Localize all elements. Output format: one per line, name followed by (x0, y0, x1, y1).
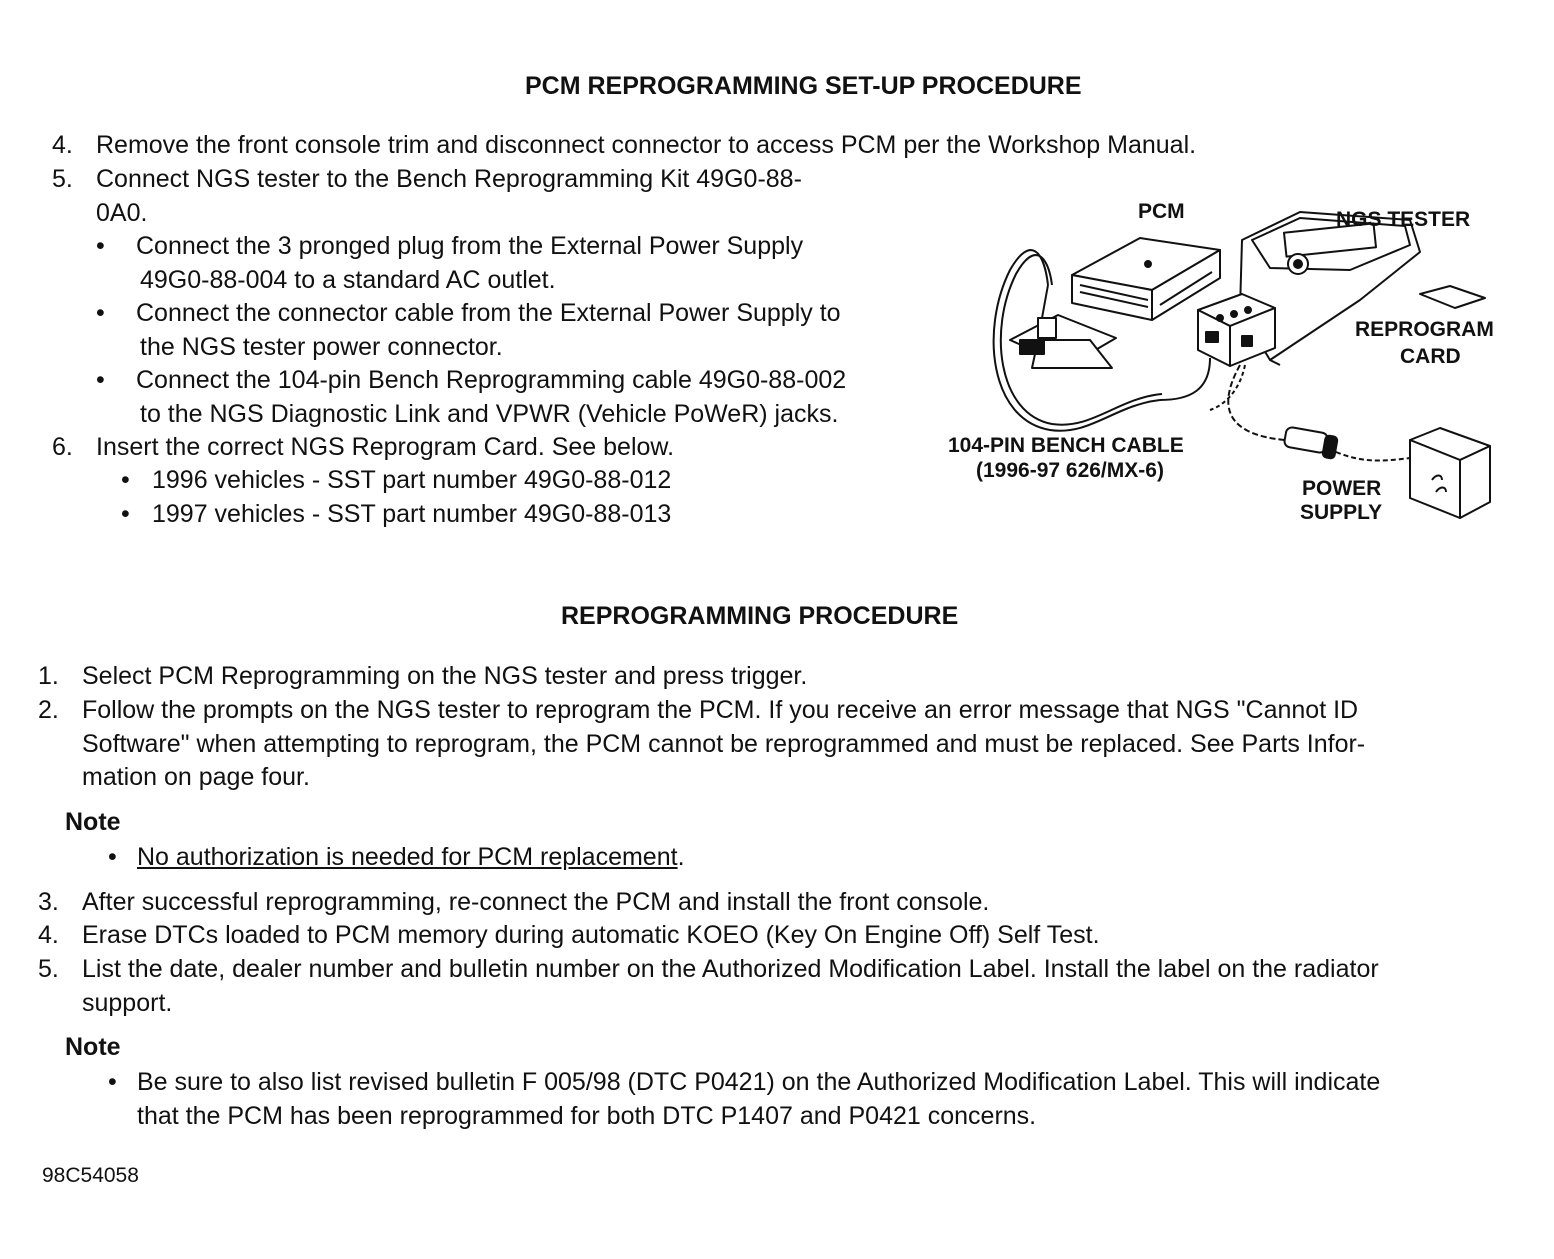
reprog-step-2-line3: mation on page four. (82, 763, 310, 791)
reprog-step-2-line2: Software" when attempting to reprogram, the PCM cannot be reprogrammed and must be replaced. See Parts Infor- (82, 730, 1366, 758)
reprog-step-5-number: 5. (38, 955, 59, 983)
power-plug-icon (1284, 427, 1338, 459)
setup-title: PCM REPROGRAMMING SET-UP PROCEDURE (525, 72, 1082, 100)
bench-cable-label-line1: 104-PIN BENCH CABLE (948, 434, 1184, 457)
reprog-step-1-number: 1. (38, 662, 59, 690)
note-1-period: . (677, 843, 685, 871)
step5-bullet-3-line1: Connect the 104-pin Bench Reprogramming cable 49G0-88-002 (136, 366, 847, 394)
reprog-step-4-number: 4. (38, 921, 59, 949)
setup-step-5-text-line2: 0A0. (96, 199, 148, 227)
reprog-step-2-line1: Follow the prompts on the NGS tester to reprogram the PCM. If you receive an error message that NGS "Cannot ID (82, 696, 1359, 724)
interface-pod-icon (1198, 294, 1275, 366)
bullet-icon: • (96, 299, 105, 327)
step6-bullet-2: 1997 vehicles - SST part number 49G0-88-013 (152, 500, 672, 528)
step5-bullet-2-line2: the NGS tester power connector. (140, 333, 503, 361)
setup-diagram (940, 190, 1540, 535)
step5-bullet-3-line2: to the NGS Diagnostic Link and VPWR (Vehicle PoWeR) jacks. (140, 400, 839, 428)
note-2-line1: Be sure to also list revised bulletin F 005/98 (DTC P0421) on the Authorized Modification Label. This will indicate (137, 1068, 1381, 1096)
reprog-step-3-number: 3. (38, 888, 59, 916)
pcm-module-icon (1072, 238, 1220, 320)
step5-bullet-1-line1: Connect the 3 pronged plug from the External Power Supply (136, 232, 804, 260)
note-heading: Note (65, 1033, 121, 1061)
note-heading: Note (65, 808, 121, 836)
reprog-step-2-number: 2. (38, 696, 59, 724)
document-code: 98C54058 (42, 1164, 139, 1187)
ngs-tester-label: NGS TESTER (1336, 208, 1471, 231)
bullet-icon: • (121, 466, 130, 494)
step6-bullet-1: 1996 vehicles - SST part number 49G0-88-012 (152, 466, 672, 494)
step5-bullet-2-line1: Connect the connector cable from the External Power Supply to (136, 299, 841, 327)
reprog-step-4-text: Erase DTCs loaded to PCM memory during automatic KOEO (Key On Engine Off) Self Test. (82, 921, 1100, 949)
reprogramming-title: REPROGRAMMING PROCEDURE (561, 602, 959, 630)
setup-step-6-number: 6. (52, 433, 73, 461)
note-2-line2: that the PCM has been reprogrammed for both DTC P1407 and P0421 concerns. (137, 1102, 1037, 1130)
bench-cable-label-line2: (1996-97 626/MX-6) (976, 459, 1164, 482)
pcm-label: PCM (1138, 200, 1185, 223)
reprogram-card-label-line2: CARD (1400, 345, 1461, 368)
bullet-icon: • (96, 232, 105, 260)
power-supply-label-line1: POWER (1302, 477, 1382, 500)
power-supply-label-line2: SUPPLY (1300, 501, 1383, 524)
bullet-icon: • (121, 500, 130, 528)
setup-step-6-text: Insert the correct NGS Reprogram Card. See below. (96, 433, 675, 461)
reprogram-card-label-line1: REPROGRAM (1355, 318, 1494, 341)
power-supply-icon (1410, 428, 1490, 518)
step5-bullet-1-line2: 49G0-88-004 to a standard AC outlet. (140, 266, 556, 294)
setup-step-4-number: 4. (52, 131, 73, 159)
bullet-icon: • (96, 366, 105, 394)
reprog-step-3-text: After successful reprogramming, re-connect the PCM and install the front console. (82, 888, 990, 916)
note-1-text (137, 840, 685, 874)
setup-step-4-text: Remove the front console trim and disconnect connector to access PCM per the Workshop Manual. (96, 131, 1197, 159)
bullet-icon: • (108, 843, 117, 871)
bullet-icon: • (108, 1068, 117, 1096)
setup-step-5-number: 5. (52, 165, 73, 193)
reprog-step-5-line1: List the date, dealer number and bulletin number on the Authorized Modification Label. Install the label on the radiator (82, 955, 1379, 983)
reprog-step-5-line2: support. (82, 989, 173, 1017)
reprogram-card-icon (1420, 286, 1485, 308)
reprog-step-1-text: Select PCM Reprogramming on the NGS tester and press trigger. (82, 662, 808, 690)
setup-step-5-text-line1: Connect NGS tester to the Bench Reprogramming Kit 49G0-88- (96, 165, 802, 193)
note-1-underlined: No authorization is needed for PCM replacement (137, 843, 678, 871)
